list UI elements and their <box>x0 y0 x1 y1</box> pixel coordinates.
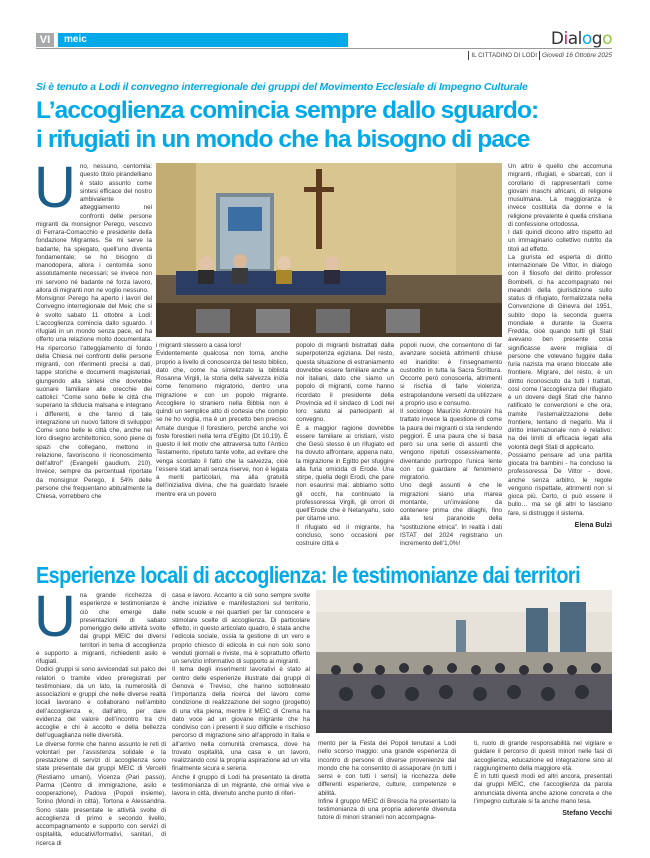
logo-letter: i <box>563 29 568 49</box>
paragraph: mento per la Festa dei Popoli tenutasi a Lodi nello scorso maggio: una grande esperienza di incontro di persone di diverse provenienze dal mondo che ha consentito di assaporare (in tutti i sensi e con tutti i sensi) la ricchezza delle differenti esperienze, culture, competenze e abilità. <box>318 740 456 797</box>
logo-letter: g <box>591 29 603 49</box>
paragraph: Le diverse forme che hanno assunto le reti di volontari per l’assistenza solidale e la prestazione di servizi di accoglienza sono state presentate dai gruppi MEIC di Vercelli (Restiamo umani), Vicenza (Pari passo), Parma (Centro di immigrazione, asilo e cooperazione), Padova (Popoli insieme), Torino (Mondi in città), Tortona e Alessandria. Sono state presentate le attività svolte di accoglienza di primo e secondo livello, accompagnamento e supporto con servizi di ospitalità, educativi/formativi, sanitari, di ricerca di <box>36 740 166 847</box>
logo-letter: l <box>577 29 582 49</box>
paragraph: Il sociologo Maurizio Ambrosini ha trattato invece la questione di come la paura dei migranti ci sta rendendo peggiori. È una paura che si basa però su una serie di assunti che vengono ripetuti ossessivamente, diventando purtroppo l’unica lente con cui guardare al fenomeno migratorio. <box>400 408 502 481</box>
paragraph: La giurista ed esperta di diritto internazionale De Vittor, in dialogo con il filosofo del diritto professor Bombelli, ci ha accompagnato nei meandri della giurisdizione sullo status di rifugiato, formalizzata nella Convenzione di Ginevra del 1951, subito dopo la seconda guerra mondiale e durante la Guerra Fredda, cioè quando tutti gli Stati avevano ben presente cosa significasse avere migliaia di persone che volevano fuggire dalla furia nazista ma erano bloccate alle frontiere. Migrare, del resto, è un diritto riconosciuto da tutti i trattati, così come l’accoglienza del rifugiato è un dovere degli Stati che hanno ratificato le convenzioni e che ora, tramite l’esternalizzazione delle frontiere, tentano di negarlo. Ma il diritto internazionale non è relativo: ha dei limiti di efficacia legati alla volontà degli Stati di applicarlo. <box>508 253 612 451</box>
paragraph: popolo di migranti bistrattati dalla superpotenza egiziana. Del resto, questa situazione di estraniamento dovrebbe essere familiare anche a noi italiani, dato che siamo un popolo di migranti, come hanno ricordato il presidente della Provincia ed il sindaco di Lodi nel loro saluto ai partecipanti al convegno. <box>296 342 394 424</box>
paragraph: Anche il gruppo di Lodi ha presentato la diretta testimonianza di un migrante, che ormai vive e lavora in città, divenuto anche punto di riferi- <box>172 773 310 797</box>
logo-letter: o <box>602 29 612 49</box>
meta-separator <box>539 51 540 60</box>
article-column-4 <box>400 342 502 548</box>
article-column-5 <box>508 163 612 530</box>
paragraph: no, nessuno, centomila: questo titolo pirandelliano è stato assunto come sintesi efficace del nostro ambivalente atteggiamento nei confronti delle persone migranti da monsignor Perego, vescovo di Ferrara-Comacchio e presidente della fondazione Migrantes. Se mi serve la badante, ha spiegato, quell’uno diventa fondamentale; se ho bisogno di manodopera, allora i centomila sono assolutamente necessari; se invece non mi servono né badante né forza lavoro, allora di migranti non ne voglio nessuno. <box>36 163 152 294</box>
headline-line: i rifugiati in un mondo che ha bisogno di pace <box>36 126 530 153</box>
article-column-4 <box>474 740 612 818</box>
paragraph: i migranti stessero a casa loro! <box>156 342 242 349</box>
publication-meta <box>466 51 612 60</box>
article-headline: Esperienze locali di accoglienza: le testimonianze dai territori <box>36 562 581 588</box>
logo-letter: D <box>550 29 564 49</box>
article-column-3 <box>296 342 394 548</box>
publication-date: Giovedì 16 Ottobre 2025 <box>542 52 612 59</box>
drop-cap: U <box>34 155 76 220</box>
article-kicker: Si è tenuto a Lodi il convegno interregionale dei gruppi del Movimento Ecclesiale di Impegno Culturale <box>36 82 528 93</box>
publication-name: IL CITTADINO DI LODI <box>471 52 537 59</box>
paragraph: Il tema degli inserimenti lavorativi è stato al centro delle esperienze illustrate dai gruppi di Genova e Treviso, che hanno sottolineato l’importanza della ricerca del lavoro come condizione di realizzazione del sogno (progetto) di una vita piena, mentre il MEIC di Crema ha dato voce ad un giovane migrante che ha condiviso con i presenti il suo difficile e rischioso percorso di migrazione sino all’approdo in Italia e all’arrivo nella comunità cremasca, dove ha trovato ospitalità, una casa e un lavoro, realizzando così la propria aspirazione ad un vita finalmente sicura e serena. <box>172 666 310 773</box>
paragraph: Monsignor Perego ha aperto i lavori del Convegno interregionale del Meic che si è svolto sabato 11 ottobre a Lodi: L’accoglienza comincia dallo sguardo. I rifugiati in un mondo senza pace, ed ha offerto una relazione molto documentata. Ha ripercorso l’atteggiamento di fondo della Chiesa nei confronti delle persone migranti, con riferimenti precisi a dati, tappe storiche e documenti magisteriali, giungendo alla sintesi che dovrebbe suonare familiare alle orecchie dei cattolici: “Come sono belle le città che superano la sfiducia malsana e integrano i differenti, e che fanno di tale integrazione un nuovo fattore di sviluppo! Come sono belle le città che, anche nel loro disegno architettonico, sono piene di spazi che collegano, mettono in relazione, favoriscono il riconoscimento dell’altro!” (Evangelii gaudium, 210). Invece, sempre da percentuali riportate da monsignor Perego, il 54% delle persone che frequentano abitualmente la Chiesa, vorrebbero che <box>36 295 152 500</box>
paragraph: Uno degli assunti è che le migrazioni siano una marea montante, un’invasione da contenere prima che dilaghi, fino alla tesi paranoide della “sostituzione etnica”. In realtà i dati ISTAT del 2024 registrano un incremento dell’1,0%! <box>400 482 502 547</box>
paragraph: Possiamo pensare ad una partita giocata tra bambini - ha concluso la professoressa De Vittor - dove, anche senza arbitro, le regole vengono rispettate, altrimenti non si gioca più. Certo, ci può essere il bullo… ma se gli altri lo lasciano fare, si distrugge il sistema. <box>508 451 612 517</box>
drop-cap: U <box>34 584 76 649</box>
paragraph: ti, ruolo di grande responsabilità nel vigilare e guidare il percorso di questi minori nelle fasi di accoglienza, educazione ed integrazione sino al raggiungimento della maggiore età. <box>474 740 612 772</box>
article-column-1 <box>34 584 166 848</box>
page-number: VI <box>36 33 54 47</box>
headline-line: L’accoglienza comincia sempre dallo sguardo: <box>36 97 539 124</box>
article-headline <box>36 96 616 154</box>
audience-photo-image <box>316 590 612 733</box>
article-author: Stefano Vecchi <box>562 810 612 817</box>
article-column-3 <box>318 740 456 823</box>
article-column-2 <box>172 592 310 798</box>
paragraph: popoli nuovi, che consentono di far avanzare società altrimenti chiuse ed inaridite: è l’insegnamento custodito in tutta la Sacra Scrittura. Occorre però conoscerla, altrimenti si rischia di farle violenza, estrapolandone versetti da utilizzare a proprio uso e consumo. <box>400 342 502 407</box>
logo-letter: a <box>567 29 578 49</box>
paragraph: Un altro è quello che accomuna migranti, rifugiati, e sbarcati, con il corollario di rappresentarli come giovani maschi africani, di religione musulmana. La maggioranza è invece costituita da donne e la religione prevalente è quella cristiana di confessione ortodossa. <box>508 163 612 228</box>
audience-photo <box>316 590 612 733</box>
paragraph: È in tutti questi modi ed altri ancora, presentati dai gruppi MEIC, che l’accoglienza da parola annunciata diventa anche azione concreta e che l’impegno culturale si fa anche mano tesa. <box>474 773 612 805</box>
paragraph: na grande ricchezza di esperienze e testimonianze è ciò che emerge dalle presentazioni di sabato pomeriggio delle attività svolte dai gruppi MEIC dei diversi territori in tema di accoglienza e supporto a migranti, richiedenti asilo e rifugiati. <box>36 592 166 665</box>
paragraph: Evidentemente qualcosa non torna, anche proprio a livello di conoscenza del testo biblico, dato che, come ha sintetizzato la biblista Rosanna Virgili, la storia della salvezza inizia come fenomeno migratorio, dentro una migrazione e con un popolo migrante. Accogliere lo straniero nella Bibbia non è quindi un semplice atto di cortesia che compio se ne ho voglia, ma è un precetto ben preciso: Amate dunque il forestiero, perché anche voi foste forestieri nella terra d’Egitto (Dt 10,19). È questo il leit motiv che attraversa tutto l’Antico Testamento, ripetuto tante volte, ad evitare che venga scordato il fatto che la salvezza, cioè l’essere stati amati senza riserve, non è legata a meriti particolari, ma alla gratuità dell’iniziativa divina, che ha guardato Israele mentre era un povero <box>156 350 288 498</box>
dialogo-logo <box>551 30 612 48</box>
article-column-1 <box>34 155 152 501</box>
conference-photo-image <box>156 163 502 337</box>
paragraph: Dodici gruppi si sono avvicendati sul palco dei relatori o tramite video preregistrati per testimoniare, da un lato, la numerosità di associazioni e gruppi che nelle diverse realtà locali lavorano e collaborano nell’ambito dell’accoglienza e, dall’altro, per dare evidenza del valore dell’incontro tra chi accoglie e chi è accolto e della bellezza dell’uguaglianza nelle diversità. <box>36 666 166 740</box>
paragraph: I dati quindi dicono altro rispetto ad un immaginario collettivo nutrito da titoli ad effetto. <box>508 229 612 253</box>
article-author: Elena Bulzi <box>574 521 612 529</box>
section-label: meic <box>58 33 348 47</box>
header-divider <box>36 48 612 49</box>
paragraph: Il rifugiato ed il migrante, ha concluso, sono occasioni per costruire città e <box>296 523 394 547</box>
paragraph: casa e lavoro. Accanto a ciò sono sempre svolte anche iniziative e manifestazioni sul territorio, nelle scuole e nei quartieri per far conoscere e stimolare scelte di accoglienza. Di particolare effetto, in questo articolato quadro, è stata anche l’edicola sociale, ossia la gestione di un vero e proprio chiosco di edicola in cui non solo sono venduti giornali e riviste, ma è soprattutto offerto un servizio informativo di supporto ai migranti. <box>172 592 310 665</box>
article-column-2 <box>156 342 288 499</box>
paragraph: Infine il gruppo MEIC di Brescia ha presentato la testimonianza di una propria aderente divenuta tutore di minori stranieri non accompagna- <box>318 797 456 822</box>
paragraph: È a maggior ragione dovrebbe essere familiare ai cristiani, visto che Gesù stesso è un rifugiato ed ha dovuto affrontare, appena nato, la migrazione in Egitto per sfuggire alla furia omicida di Erode. Una stirpe, quella degli Erodi, che pare non esaurirsi mai: abbiamo sotto gli occhi, ha continuato la professoressa Virgili, gli orrori di quell’Erode che è Netanyahu, solo per citarne uno. <box>296 424 394 523</box>
conference-photo <box>156 163 502 337</box>
logo-letter: o <box>581 29 592 49</box>
meta-separator <box>468 51 469 60</box>
